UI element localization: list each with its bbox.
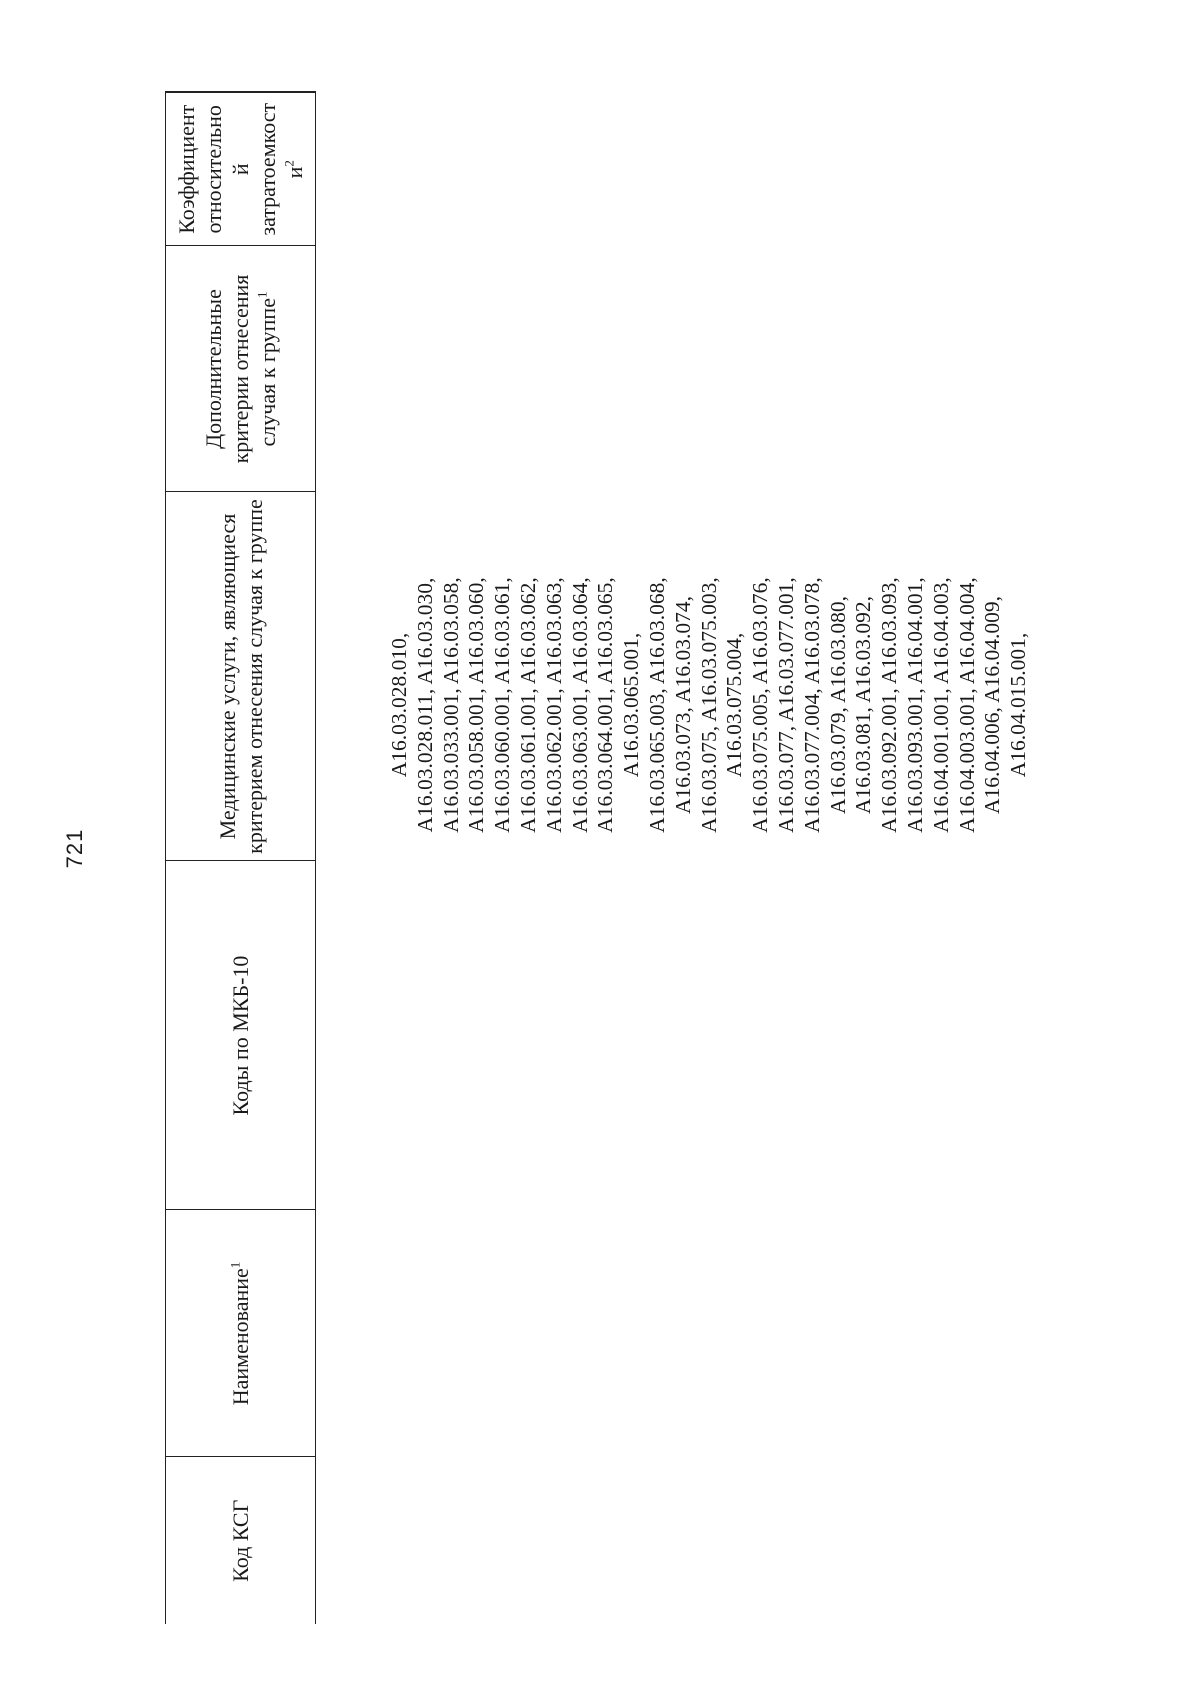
services-line: A16.03.092.001, A16.03.093, — [877, 577, 902, 833]
header-mkb-codes: Коды по МКБ-10 — [166, 861, 316, 1210]
header-ksg-code: Код КСГ — [166, 1457, 316, 1624]
services-line: A16.03.064.001, A16.03.065, — [593, 577, 618, 833]
services-line: A16.04.006, A16.04.009, — [980, 596, 1005, 814]
services-line: A16.03.075, A16.03.075.003, — [696, 577, 721, 833]
services-line: A16.03.077, A16.03.077.001, — [773, 577, 798, 833]
services-line: A16.03.028.010, — [387, 632, 411, 778]
services-list — [387, 485, 1032, 925]
services-line: A16.03.060.001, A16.03.061, — [490, 577, 515, 833]
services-line: A16.03.077.004, A16.03.078, — [799, 577, 824, 833]
page-number: 721 — [62, 828, 87, 869]
services-line: A16.03.028.011, A16.03.030, — [412, 577, 437, 833]
header-name: Наименование$^1$ — [166, 1210, 316, 1457]
services-line: A16.04.001.001, A16.04.003, — [928, 577, 953, 833]
services-line: A16.03.093.001, A16.04.001, — [902, 577, 927, 833]
services-line: A16.03.075.004, — [722, 632, 747, 778]
header-additional-criteria: Дополнительные критерии отнесения случая к группе$^1$ — [166, 246, 316, 492]
services-line: A16.03.061.001, A16.03.062, — [515, 577, 540, 833]
services-line: A16.03.033.001, A16.03.058, — [438, 577, 463, 833]
services-line: A16.03.073, A16.03.074, — [670, 596, 695, 814]
services-line: A16.03.075.005, A16.03.076, — [748, 577, 773, 833]
services-line: A16.03.079, A16.03.080, — [825, 596, 850, 814]
services-line: A16.03.063.001, A16.03.064, — [567, 577, 592, 833]
header-coefficient: Коэффициент относительно й затратоемкост $и^2$ — [166, 92, 316, 246]
services-line: A16.03.058.001, A16.03.060, — [464, 577, 489, 833]
table-header — [165, 91, 316, 1624]
header-services: Медицинские услуги, являющиеся критерием отнесения случая к группе — [166, 492, 316, 861]
services-line: A16.03.081, A16.03.092, — [851, 596, 876, 814]
services-line: A16.03.065.003, A16.03.068, — [644, 577, 669, 833]
services-line: A16.04.003.001, A16.04.004, — [954, 577, 979, 833]
services-line: A16.03.065.001, — [619, 632, 644, 778]
services-line: A16.04.015.001, — [1006, 632, 1031, 778]
header-row — [166, 92, 316, 1624]
services-line: A16.03.062.001, A16.03.063, — [541, 577, 566, 833]
